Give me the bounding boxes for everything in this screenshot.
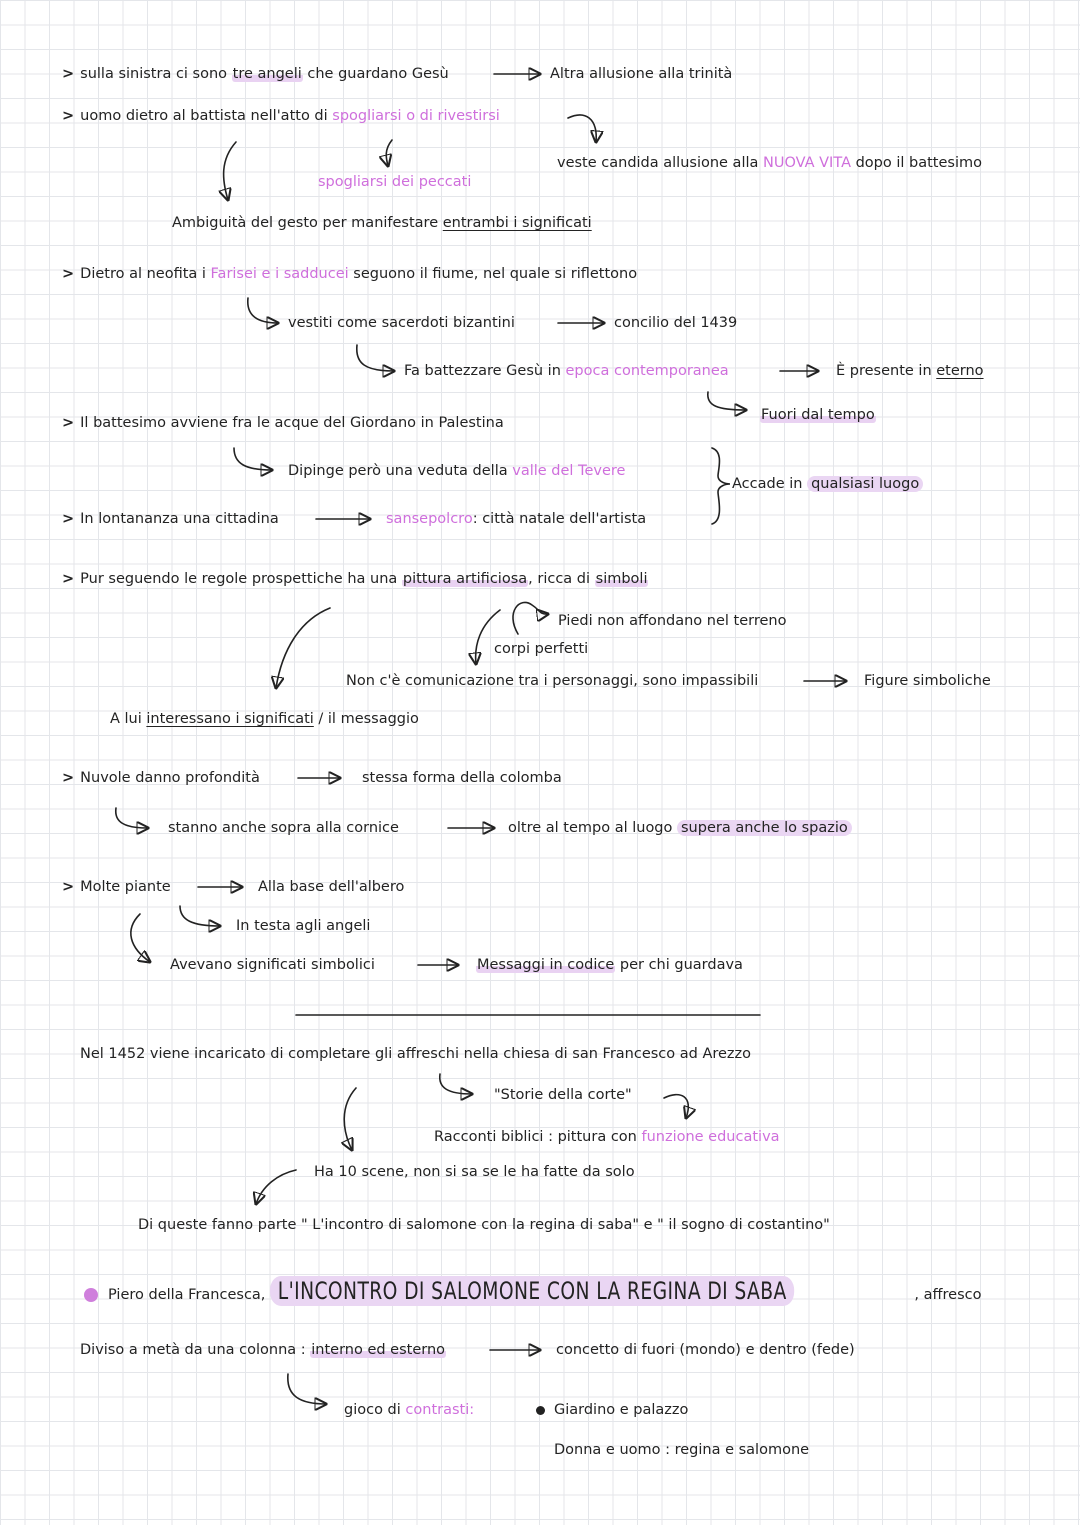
pink-text: valle del Tevere bbox=[512, 463, 626, 479]
pink-text: funzione educativa bbox=[641, 1129, 780, 1145]
note-text: stessa forma della colomba bbox=[362, 770, 562, 786]
note-text: vestiti come sacerdoti bizantini bbox=[288, 315, 515, 331]
text: Dipinge però una veduta della bbox=[288, 463, 513, 479]
note-line-spazio bbox=[508, 818, 852, 838]
curved-arrow-icon bbox=[288, 1374, 326, 1404]
text: : città natale dell'artista bbox=[472, 511, 647, 527]
highlight-text: simboli bbox=[595, 571, 648, 587]
curved-arrow-icon bbox=[708, 392, 746, 410]
text: Giardino e palazzo bbox=[554, 1402, 689, 1418]
text: veste candida allusione alla bbox=[557, 155, 763, 171]
text: Racconti biblici : pittura con bbox=[434, 1129, 642, 1145]
text: che guardano Gesù bbox=[302, 66, 449, 82]
brace-icon bbox=[712, 448, 730, 524]
text: Nuvole danno profondità bbox=[80, 770, 260, 786]
note-text: Piedi non affondano nel terreno bbox=[558, 613, 787, 629]
note-text: Di queste fanno parte " L'incontro di salomone con la regina di saba" e " il sogno di costantino" bbox=[138, 1217, 830, 1233]
text: In lontananza una cittadina bbox=[80, 511, 279, 527]
bullet-icon: > bbox=[62, 266, 75, 282]
note-text: Figure simboliche bbox=[864, 673, 991, 689]
bullet-icon: > bbox=[62, 511, 75, 527]
note-line-giardino bbox=[536, 1400, 688, 1420]
curved-arrow-icon bbox=[116, 808, 148, 828]
text: seguono il fiume, nel quale si riflettono bbox=[348, 266, 638, 282]
highlight-text: interno ed esterno bbox=[311, 1342, 446, 1358]
curved-arrow-icon bbox=[234, 448, 272, 470]
note-line-piante bbox=[62, 877, 171, 897]
highlight-text: qualsiasi luogo bbox=[807, 476, 923, 492]
bullet-icon: > bbox=[62, 770, 75, 786]
note-text: Donna e uomo : regina e salomone bbox=[554, 1442, 810, 1458]
note-text: corpi perfetti bbox=[494, 641, 589, 657]
note-line-educativa bbox=[434, 1127, 780, 1147]
text: gioco di bbox=[344, 1402, 406, 1418]
note-text: Avevano significati simbolici bbox=[170, 957, 375, 973]
bullet-icon: > bbox=[62, 571, 75, 587]
note-text: Nel 1452 viene incaricato di completare gli affreschi nella chiesa di san Francesco ad Arezzo bbox=[80, 1046, 752, 1062]
note-text: Altra allusione alla trinità bbox=[550, 66, 733, 82]
curved-arrow-icon bbox=[131, 914, 150, 962]
pink-text: Farisei e i sadducei bbox=[210, 266, 349, 282]
text: uomo dietro al battista nell'atto di bbox=[80, 108, 333, 124]
text: È presente in bbox=[836, 363, 937, 379]
note-line-farisei bbox=[62, 264, 637, 284]
highlight-text: tre angeli bbox=[232, 66, 302, 82]
note-line-contrasti bbox=[344, 1400, 474, 1420]
text: , affresco bbox=[914, 1287, 982, 1303]
note-line-ambiguita bbox=[172, 213, 592, 233]
note-line-codice bbox=[476, 955, 743, 975]
note-line-trinity bbox=[62, 64, 449, 84]
note-line-battesimo bbox=[62, 413, 504, 433]
text: A lui bbox=[110, 711, 147, 727]
pink-text: spogliarsi o di rivestirsi bbox=[332, 108, 500, 124]
note-line-sansepolcro bbox=[386, 509, 646, 529]
curved-arrow-icon bbox=[568, 115, 596, 142]
curved-arrow-icon bbox=[357, 345, 394, 371]
highlight-text: Messaggi in codice bbox=[477, 957, 615, 973]
note-line-colonna bbox=[80, 1340, 446, 1360]
text: dopo il battesimo bbox=[850, 155, 982, 171]
note-text: concetto di fuori (mondo) e dentro (fede) bbox=[556, 1342, 855, 1358]
highlight-text: Fuori dal tempo bbox=[761, 407, 875, 423]
note-text: Ha 10 scene, non si sa se le ha fatte da solo bbox=[314, 1164, 635, 1180]
curved-arrow-icon bbox=[344, 1088, 356, 1150]
text: Diviso a metà da una colonna : bbox=[80, 1342, 311, 1358]
text: Piero della Francesca, bbox=[108, 1287, 271, 1303]
note-text: In testa agli angeli bbox=[236, 918, 371, 934]
note-line-cittadina bbox=[62, 509, 279, 529]
curved-arrow-icon bbox=[664, 1095, 688, 1118]
note-line-epoca bbox=[404, 361, 729, 381]
curved-arrow-icon bbox=[248, 298, 278, 323]
note-line-significati bbox=[110, 709, 419, 729]
text: per chi guardava bbox=[615, 957, 743, 973]
highlight-text: pittura artificiosa bbox=[402, 571, 528, 587]
pink-text: NUOVA VITA bbox=[763, 155, 851, 171]
curved-arrow-icon bbox=[440, 1074, 472, 1094]
note-line-luogo bbox=[732, 474, 923, 494]
text: , ricca di bbox=[528, 571, 595, 587]
underlined-text: interessano i significati bbox=[146, 711, 314, 727]
note-line-eterno bbox=[836, 361, 984, 381]
note-line-pittura bbox=[62, 569, 648, 589]
curved-arrow-icon bbox=[276, 608, 330, 688]
text: sulla sinistra ci sono bbox=[80, 66, 232, 82]
text: oltre al tempo al luogo bbox=[508, 820, 677, 836]
bullet-icon: > bbox=[62, 879, 75, 895]
curved-arrow-icon bbox=[513, 602, 548, 634]
text: / il messaggio bbox=[313, 711, 419, 727]
bullet-icon: > bbox=[62, 108, 75, 124]
text: Molte piante bbox=[80, 879, 171, 895]
underlined-text: entrambi i significati bbox=[442, 215, 592, 231]
curved-arrow-icon bbox=[256, 1170, 296, 1204]
note-text: "Storie della corte" bbox=[494, 1087, 632, 1103]
artwork-title: L'INCONTRO DI SALOMONE CON LA REGINA DI SABA bbox=[270, 1276, 794, 1306]
highlight-text: supera anche lo spazio bbox=[677, 820, 852, 836]
note-text: Non c'è comunicazione tra i personaggi, sono impassibili bbox=[346, 673, 759, 689]
note-text: stanno anche sopra alla cornice bbox=[168, 820, 399, 836]
underlined-text: eterno bbox=[936, 363, 984, 379]
bullet-icon: > bbox=[62, 66, 75, 82]
curved-arrow-icon bbox=[180, 906, 220, 926]
note-text: spogliarsi dei peccati bbox=[318, 174, 472, 190]
text: Accade in bbox=[732, 476, 808, 492]
section-heading bbox=[84, 1276, 981, 1310]
text: Dietro al neofita i bbox=[80, 266, 211, 282]
note-text: Alla base dell'albero bbox=[258, 879, 405, 895]
note-line-man bbox=[62, 106, 500, 126]
bullet-dot-icon bbox=[536, 1406, 545, 1415]
text: Ambiguità del gesto per manifestare bbox=[172, 215, 443, 231]
curved-arrow-icon bbox=[224, 142, 236, 200]
note-line-tevere bbox=[288, 461, 625, 481]
text: Fa battezzare Gesù in bbox=[404, 363, 566, 379]
note-text bbox=[760, 405, 876, 425]
pink-text: sansepolcro bbox=[386, 511, 473, 527]
curved-arrow-icon bbox=[386, 140, 392, 166]
bullet-dot-icon bbox=[84, 1288, 98, 1302]
note-text: concilio del 1439 bbox=[614, 315, 738, 331]
bullet-icon: > bbox=[62, 415, 75, 431]
note-line-veste bbox=[557, 153, 982, 173]
note-line-nuvole bbox=[62, 768, 260, 788]
text: Pur seguendo le regole prospettiche ha una bbox=[80, 571, 402, 587]
pink-text: contrasti: bbox=[405, 1402, 475, 1418]
pink-text: epoca contemporanea bbox=[565, 363, 729, 379]
text: Il battesimo avviene fra le acque del Giordano in Palestina bbox=[80, 415, 504, 431]
